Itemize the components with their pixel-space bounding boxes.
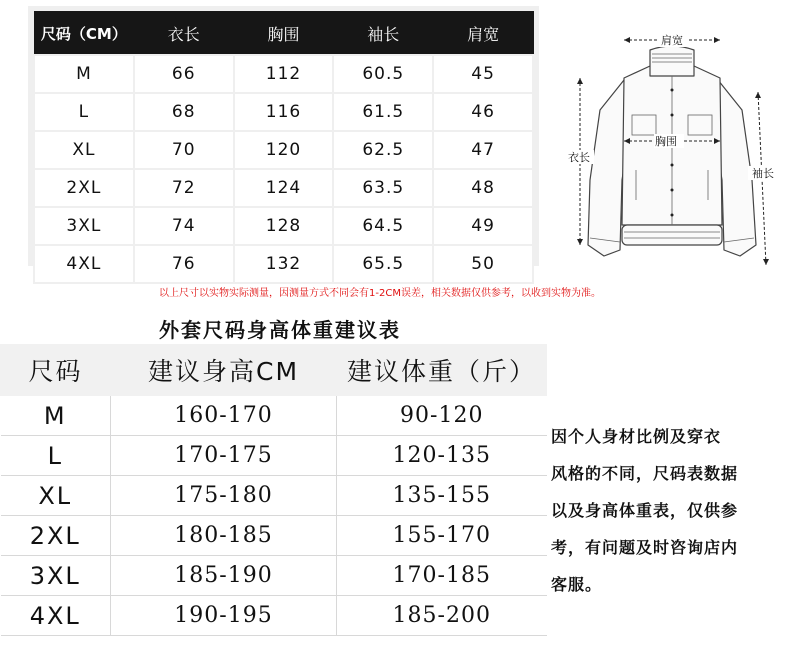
cell-weight: 135-155 [337,476,547,516]
disclaimer-line: 因个人身材比例及穿衣 [551,427,722,446]
header-size: 尺码 [1,345,111,396]
table-row [1,516,547,556]
cell-shoulder: 50 [433,245,533,283]
cell-shoulder: 45 [433,55,533,93]
disclaimer-line: 以及身高体重表，仅供参 [551,501,739,520]
header-chest: 胸围 [234,12,334,56]
chest-label: 胸围 [655,135,677,148]
cell-size: 4XL [34,245,134,283]
cell-shoulder: 46 [433,93,533,131]
table-row [34,169,533,207]
cell-height: 160-170 [111,396,337,436]
header-length: 衣长 [134,12,234,56]
cell-length: 68 [134,93,234,131]
table-row [34,131,533,169]
cell-weight: 120-135 [337,436,547,476]
size-table [33,11,534,284]
cell-sleeve: 65.5 [333,245,433,283]
table-row [1,436,547,476]
header-sleeve: 袖长 [333,12,433,56]
cell-weight: 170-185 [337,556,547,596]
cell-sleeve: 63.5 [333,169,433,207]
cell-size: 2XL [34,169,134,207]
header-size: 尺码（CM） [34,12,134,56]
cell-sleeve: 62.5 [333,131,433,169]
cell-weight: 90-120 [337,396,547,436]
shoulder-label: 肩宽 [661,34,683,47]
cell-height: 170-175 [111,436,337,476]
table-row [34,245,533,283]
cell-length: 74 [134,207,234,245]
length-label: 衣长 [568,151,590,164]
header-weight: 建议体重（斤） [337,345,547,396]
cell-chest: 120 [234,131,334,169]
size-chart [28,6,539,274]
cell-shoulder: 47 [433,131,533,169]
cell-size: 3XL [1,556,111,596]
disclaimer-line: 考，有问题及时咨询店内 [551,538,739,557]
table-row [1,596,547,636]
cell-height: 175-180 [111,476,337,516]
cell-height: 190-195 [111,596,337,636]
cell-shoulder: 49 [433,207,533,245]
recommend-table-header [1,345,547,396]
cell-size: 2XL [1,516,111,556]
table-row [34,207,533,245]
cell-shoulder: 48 [433,169,533,207]
cell-size: L [1,436,111,476]
cell-size: 4XL [1,596,111,636]
cell-size: M [1,396,111,436]
disclaimer-line: 客服。 [551,575,603,594]
cell-chest: 124 [234,169,334,207]
size-table-header [34,12,533,56]
disclaimer-text [551,418,781,603]
cell-chest: 116 [234,93,334,131]
cell-size: M [34,55,134,93]
cell-sleeve: 61.5 [333,93,433,131]
cell-height: 180-185 [111,516,337,556]
table-row [1,476,547,516]
cell-length: 72 [134,169,234,207]
header-height: 建议身高CM [111,345,337,396]
disclaimer-line: 风格的不同，尺码表数据 [551,464,739,483]
cell-chest: 112 [234,55,334,93]
cell-length: 76 [134,245,234,283]
table-row [1,556,547,596]
cell-weight: 185-200 [337,596,547,636]
table-row [34,93,533,131]
cell-size: 3XL [34,207,134,245]
cell-size: XL [34,131,134,169]
recommend-title: 外套尺码身高体重建议表 [159,318,401,342]
sleeve-label: 袖长 [752,167,774,180]
cell-length: 70 [134,131,234,169]
jacket-measurement-diagram [562,20,782,275]
header-shoulder: 肩宽 [433,12,533,56]
cell-height: 185-190 [111,556,337,596]
cell-length: 66 [134,55,234,93]
measurement-note: 以上尺寸以实物实际测量，因测量方式不同会有1-2CM误差，相关数据仅供参考，以收到实物为准。 [159,288,601,299]
cell-size: L [34,93,134,131]
cell-sleeve: 60.5 [333,55,433,93]
cell-sleeve: 64.5 [333,207,433,245]
cell-size: XL [1,476,111,516]
recommend-table [0,344,547,636]
collar-shape [650,46,694,76]
hem-band-shape [622,225,722,245]
cell-chest: 128 [234,207,334,245]
table-row [1,396,547,436]
table-row [34,55,533,93]
cell-chest: 132 [234,245,334,283]
cell-weight: 155-170 [337,516,547,556]
